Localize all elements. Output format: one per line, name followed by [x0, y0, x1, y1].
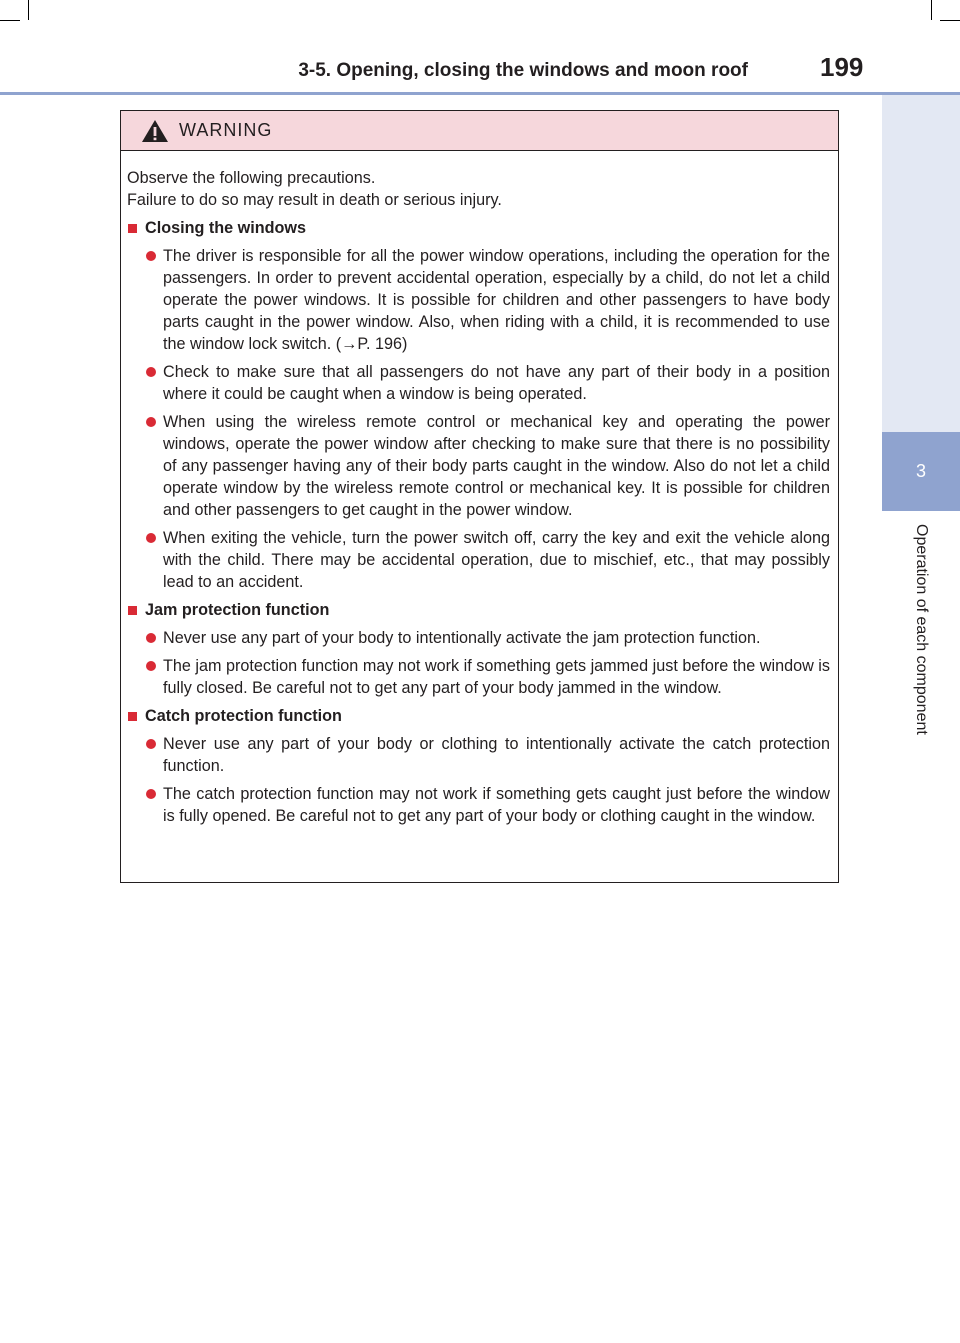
warning-body: [121, 151, 838, 827]
section-heading-catch: [127, 705, 830, 727]
dot-bullet-icon: [146, 367, 156, 377]
warning-triangle-icon: [141, 119, 169, 143]
bullet-text: When exiting the vehicle, turn the power switch off, carry the key and exit the vehicle along with the child. There may be accidental operation, due to mischief, etc., that may possibly lead to an accident.: [163, 529, 830, 591]
dot-bullet-icon: [146, 251, 156, 261]
header-rule: [0, 92, 960, 95]
square-bullet-icon: [128, 224, 137, 233]
warning-title: WARNING: [179, 120, 273, 140]
square-bullet-icon: [128, 712, 137, 721]
intro-line: Failure to do so may result in death or serious injury.: [127, 191, 502, 209]
bullet-item: [127, 245, 830, 355]
section-heading-text: Catch protection function: [145, 707, 342, 725]
intro-line: Observe the following precautions.: [127, 169, 376, 187]
intro-text: [127, 167, 830, 211]
dot-bullet-icon: [146, 661, 156, 671]
bullet-text: The jam protection function may not work if something gets jammed just before the window is fully closed. Be careful not to get any part of your body jammed in the window.: [163, 657, 830, 697]
bullet-item: [127, 655, 830, 699]
section-title: 3-5. Opening, closing the windows and moon roof: [298, 60, 748, 81]
bullet-item: [127, 361, 830, 405]
bullet-text: When using the wireless remote control or mechanical key and operating the power windows, operate the power window after checking to make sure that there is no possibility of any passenger having any of their body parts caught in the window. Also do not let a child operate window by the wireless remote control or mechanical key. It is possible for children and other passengers to get caught in the power window.: [163, 413, 830, 519]
bullet-item: [127, 627, 830, 649]
side-strip: [882, 95, 960, 432]
bullet-text: Never use any part of your body or clothing to intentionally activate the catch protection function.: [163, 735, 830, 775]
bullet-text: Check to make sure that all passengers do not have any part of their body in a position where it could be caught when a window is being operated.: [163, 363, 830, 403]
warning-box: [120, 110, 839, 883]
bullet-item: [127, 527, 830, 593]
section-heading-closing: [127, 217, 830, 239]
section-heading-jam: [127, 599, 830, 621]
page-number: 199: [820, 52, 864, 82]
dot-bullet-icon: [146, 533, 156, 543]
bullet-text: The driver is responsible for all the power window operations, including the operation for the passengers. In order to prevent accidental operation, especially by a child, do not let a child operate the power windows. It is possible for children and other passengers to have body parts caught in the power window. Also, when riding with a child, it is recommended to use the window lock switch. (→P. 196): [163, 247, 830, 353]
dot-bullet-icon: [146, 417, 156, 427]
bullet-item: [127, 733, 830, 777]
chapter-number: 3: [915, 461, 926, 481]
dot-bullet-icon: [146, 633, 156, 643]
page-header: [0, 0, 960, 96]
dot-bullet-icon: [146, 789, 156, 799]
chapter-tab[interactable]: [882, 432, 960, 511]
warning-header: [121, 111, 838, 151]
section-heading-text: Closing the windows: [145, 219, 306, 237]
chapter-title: Operation of each component: [913, 524, 930, 735]
bullet-item: [127, 411, 830, 521]
dot-bullet-icon: [146, 739, 156, 749]
bullet-text: The catch protection function may not work if something gets caught just before the window is fully opened. Be careful not to get any part of your body or clothing caught in the window.: [163, 785, 830, 825]
square-bullet-icon: [128, 606, 137, 615]
section-heading-text: Jam protection function: [145, 601, 330, 619]
bullet-text: Never use any part of your body to intentionally activate the jam protection function.: [163, 629, 761, 647]
bullet-item: [127, 783, 830, 827]
